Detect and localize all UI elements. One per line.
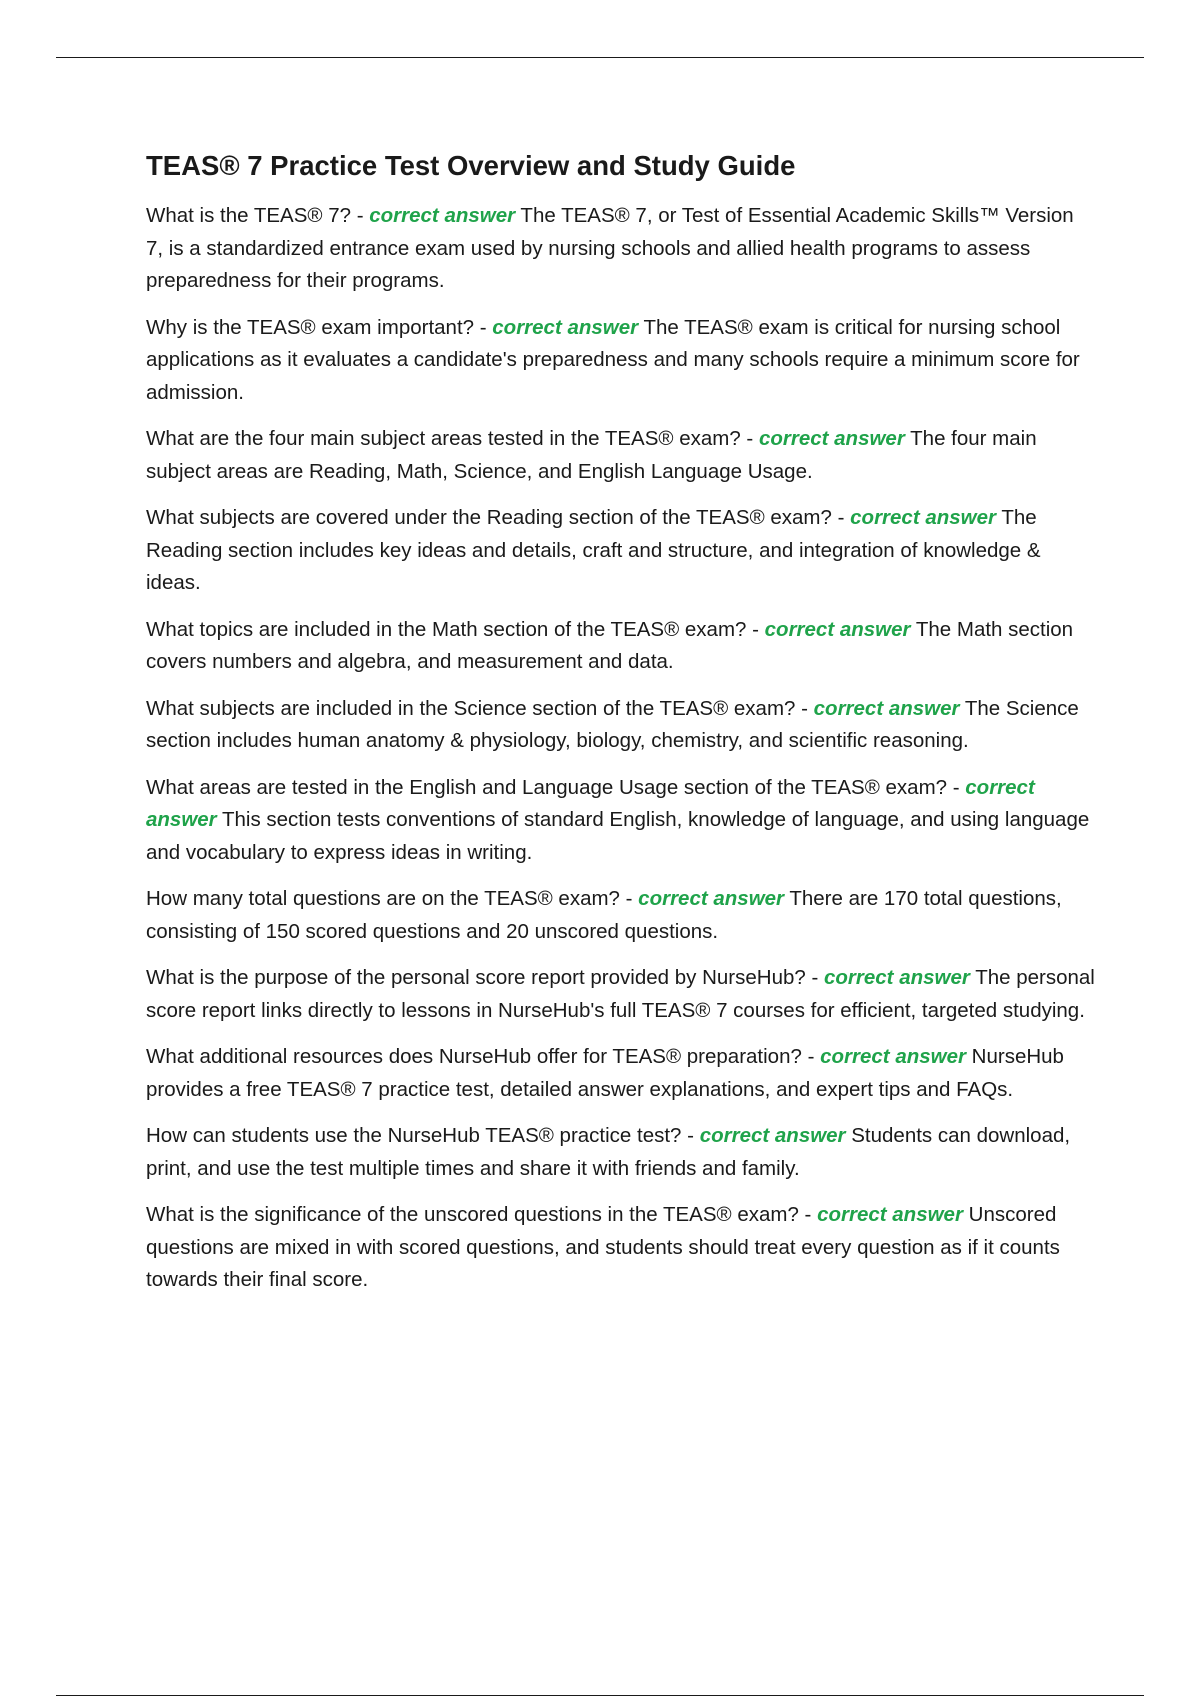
- qa-item: [146, 883, 1096, 948]
- question-text: Why is the TEAS® exam important?: [146, 315, 475, 339]
- separator: -: [681, 1124, 700, 1147]
- qa-item: [146, 962, 1096, 1027]
- answer-label: correct answer: [820, 1045, 966, 1068]
- header-rule: [56, 57, 1144, 58]
- question-text: What is the purpose of the personal score report provided by NurseHub?: [146, 966, 806, 989]
- answer-label: correct answer: [850, 506, 996, 529]
- answer-label: correct answer: [638, 887, 785, 910]
- answer-text: The Science section includes human anatomy & physiology, biology, chemistry, and scientific reasoning.: [146, 696, 1079, 752]
- separator: -: [474, 315, 493, 339]
- separator: -: [351, 204, 370, 227]
- question-text: What is the significance of the unscored questions in the TEAS® exam?: [146, 1203, 799, 1226]
- answer-label: correct answer: [146, 775, 1035, 831]
- document-body: [146, 146, 1096, 1311]
- answer-label: correct answer: [813, 696, 960, 720]
- footer-rule: [56, 1695, 1144, 1696]
- document-title: TEAS® 7 Practice Test Overview and Study Guide: [146, 150, 796, 181]
- answer-label: correct answer: [492, 315, 639, 339]
- question-text: What additional resources does NurseHub offer for TEAS® preparation?: [146, 1045, 802, 1068]
- qa-item: [146, 312, 1096, 410]
- qa-item: [146, 423, 1096, 488]
- answer-text: The TEAS® exam is critical for nursing school applications as it evaluates a candidate's preparedness and many schools require a minimum score for admission.: [146, 315, 1080, 404]
- answer-text: The four main subject areas are Reading, Math, Science, and English Language Usage.: [146, 427, 1037, 483]
- separator: -: [805, 966, 824, 989]
- question-text: What areas are tested in the English and Language Usage section of the TEAS® exam?: [146, 775, 948, 799]
- separator: -: [947, 775, 966, 799]
- answer-text: The personal score report links directly to lessons in NurseHub's full TEAS® 7 courses for efficient, targeted studying.: [146, 966, 1095, 1022]
- qa-item: [146, 1199, 1096, 1297]
- qa-item: [146, 772, 1096, 870]
- answer-label: correct answer: [369, 204, 516, 227]
- answer-label: correct answer: [764, 617, 911, 641]
- question-text: What subjects are included in the Science section of the TEAS® exam?: [146, 696, 796, 720]
- answer-label: correct answer: [699, 1124, 846, 1147]
- separator: -: [740, 427, 759, 450]
- question-text: What are the four main subject areas tested in the TEAS® exam?: [146, 427, 741, 450]
- answer-text: The Reading section includes key ideas and details, craft and structure, and integration of knowledge & ideas.: [146, 506, 1041, 594]
- separator: -: [831, 506, 851, 529]
- qa-item: [146, 1120, 1096, 1185]
- question-text: What is the TEAS® 7?: [146, 204, 352, 227]
- qa-item: [146, 200, 1096, 298]
- question-text: How many total questions are on the TEAS® exam?: [146, 887, 620, 910]
- answer-text: Unscored questions are mixed in with scored questions, and students should treat every question as if it counts towards their final score.: [146, 1203, 1060, 1291]
- qa-item: [146, 614, 1096, 679]
- answer-text: This section tests conventions of standard English, knowledge of language, and using language and vocabulary to express ideas in writing.: [146, 808, 1090, 864]
- answer-label: correct answer: [824, 966, 970, 989]
- separator: -: [795, 696, 814, 720]
- answer-label: correct answer: [817, 1203, 963, 1226]
- answer-text: There are 170 total questions, consisting of 150 scored questions and 20 unscored questions.: [146, 887, 1062, 943]
- separator: -: [798, 1203, 818, 1226]
- separator: -: [746, 617, 765, 641]
- qa-item: [146, 502, 1096, 600]
- answer-text: The TEAS® 7, or Test of Essential Academic Skills™ Version 7, is a standardized entrance exam used by nursing schools and allied health programs to assess preparedness for their programs.: [146, 204, 1074, 292]
- separator: -: [801, 1045, 821, 1068]
- qa-item: [146, 693, 1096, 758]
- answer-text: The Math section covers numbers and algebra, and measurement and data.: [146, 617, 1074, 673]
- separator: -: [619, 887, 639, 910]
- qa-item: [146, 1041, 1096, 1106]
- answer-text: NurseHub provides a free TEAS® 7 practice test, detailed answer explanations, and expert tips and FAQs.: [146, 1045, 1064, 1101]
- answer-label: correct answer: [758, 427, 905, 450]
- answer-text: Students can download, print, and use the test multiple times and share it with friends and family.: [146, 1124, 1071, 1180]
- question-text: What topics are included in the Math section of the TEAS® exam?: [146, 617, 747, 641]
- question-text: How can students use the NurseHub TEAS® practice test?: [146, 1124, 682, 1147]
- question-text: What subjects are covered under the Reading section of the TEAS® exam?: [146, 506, 832, 529]
